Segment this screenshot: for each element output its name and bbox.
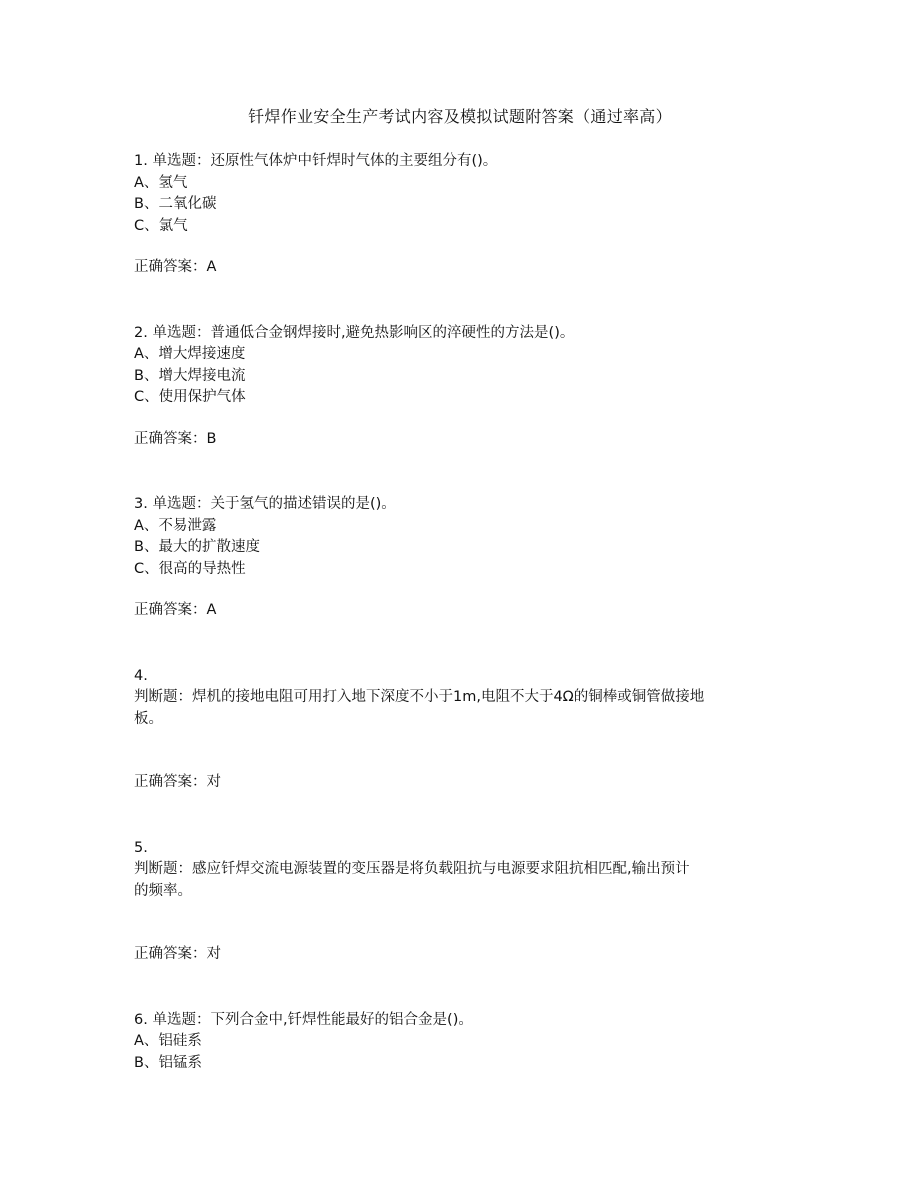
question-stem: 3. 单选题：关于氢气的描述错误的是()。 [134, 496, 396, 512]
question-2 [134, 323, 794, 451]
correct-answer: 正确答案：A [134, 602, 217, 618]
option-b: B、铝锰系 [134, 1054, 202, 1071]
correct-answer: 正确答案：A [134, 259, 217, 275]
question-stem-line-1: 判断题：感应钎焊交流电源装置的变压器是将负载阻抗与电源要求阻抗相匹配,输出预计 [134, 861, 690, 877]
question-stem-line-2: 的频率。 [134, 882, 192, 899]
option-c: C、很高的导热性 [134, 560, 246, 577]
question-stem-line-2: 板。 [134, 710, 163, 727]
question-stem: 2. 单选题：普通低合金钢焊接时,避免热影响区的淬硬性的方法是()。 [134, 324, 575, 341]
option-b: B、二氧化碳 [134, 196, 217, 212]
option-c: C、使用保护气体 [134, 389, 246, 405]
option-a: A、不易泄露 [134, 517, 217, 534]
option-b: B、增大焊接电流 [134, 367, 246, 384]
option-a: A、氢气 [134, 174, 188, 191]
correct-answer: 正确答案：对 [134, 946, 221, 962]
question-5 [134, 838, 794, 966]
question-stem: 6. 单选题：下列合金中,钎焊性能最好的铝合金是()。 [134, 1011, 473, 1028]
question-number: 5. [134, 839, 148, 856]
option-a: A、增大焊接速度 [134, 346, 246, 362]
question-number: 4. [134, 667, 148, 684]
question-list [134, 151, 794, 1074]
question-stem-line-1: 判断题：焊机的接地电阻可用打入地下深度不小于1m,电阻不大于4Ω的铜棒或铜管做接地 [134, 689, 705, 705]
correct-answer: 正确答案：对 [134, 774, 221, 790]
option-c: C、氯气 [134, 217, 188, 234]
question-stem: 1. 单选题：还原性气体炉中钎焊时气体的主要组分有()。 [134, 153, 498, 169]
question-1 [134, 151, 794, 279]
option-b: B、最大的扩散速度 [134, 539, 260, 555]
question-6 [134, 1010, 794, 1075]
question-3 [134, 494, 794, 622]
question-4 [134, 666, 794, 794]
option-a: A、铝硅系 [134, 1033, 202, 1049]
correct-answer: 正确答案：B [134, 430, 217, 447]
document-title: 钎焊作业安全生产考试内容及模拟试题附答案（通过率高） [248, 107, 672, 126]
